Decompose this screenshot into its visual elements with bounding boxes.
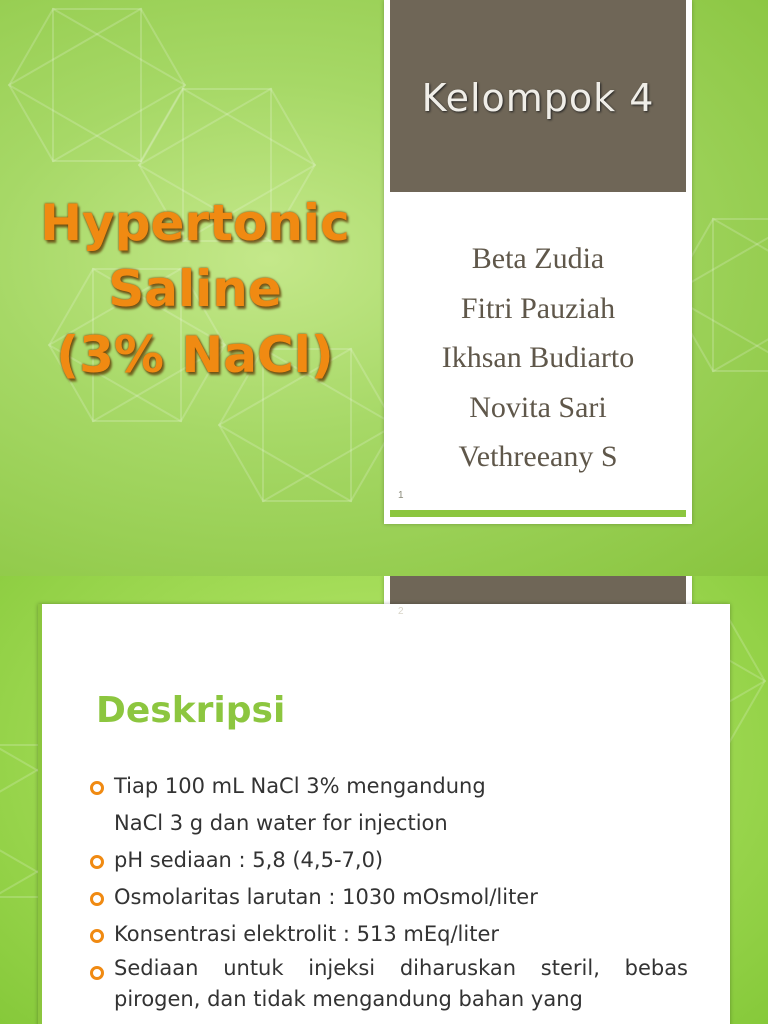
slide-2 [0, 576, 768, 1024]
title-line: (3% NaCl) [56, 326, 334, 384]
bullet-text: Sediaan untuk injeksi diharuskan steril, bebas pirogen, dan tidak mengandung bahan yang [114, 956, 688, 1011]
bullet-circle-icon [90, 929, 104, 943]
bullet-circle-icon [90, 855, 104, 869]
accent-bar [390, 510, 686, 517]
bullet-circle-icon [90, 781, 104, 795]
title-line: Saline [108, 260, 282, 318]
group-panel [384, 0, 692, 524]
bullet-list [88, 768, 688, 1015]
member-list [390, 234, 686, 482]
bullet-text: Osmolaritas larutan : 1030 mOsmol/liter [114, 885, 538, 909]
presentation-title [0, 190, 390, 388]
slide-number: 2 [398, 606, 404, 617]
bullet-text: pH sediaan : 5,8 (4,5-7,0) [114, 848, 384, 872]
section-heading: Deskripsi [96, 690, 286, 731]
content-card [38, 604, 730, 1024]
card-accent-edge [38, 604, 42, 1024]
bullet-item [88, 768, 688, 842]
bullet-item [88, 842, 688, 879]
member-name: Beta Zudia [471, 242, 605, 275]
bullet-circle-icon [90, 892, 104, 906]
bullet-item [88, 879, 688, 916]
group-header [390, 0, 686, 192]
title-line: Hypertonic [40, 194, 350, 252]
bullet-circle-icon [90, 966, 104, 980]
member-name: Vethreeany S [458, 440, 618, 473]
member-name: Ikhsan Budiarto [441, 341, 635, 374]
member-name: Fitri Pauziah [460, 291, 616, 325]
group-title: Kelompok 4 [421, 76, 655, 120]
bullet-text: Tiap 100 mL NaCl 3% mengandung [114, 774, 486, 798]
bullet-item [88, 953, 688, 1015]
bullet-continuation: NaCl 3 g dan water for injection [114, 811, 448, 835]
bullet-item [88, 916, 688, 953]
slide-number: 1 [398, 490, 404, 501]
bullet-text: Konsentrasi elektrolit : 513 mEq/liter [114, 922, 500, 946]
member-name: Novita Sari [469, 390, 607, 424]
